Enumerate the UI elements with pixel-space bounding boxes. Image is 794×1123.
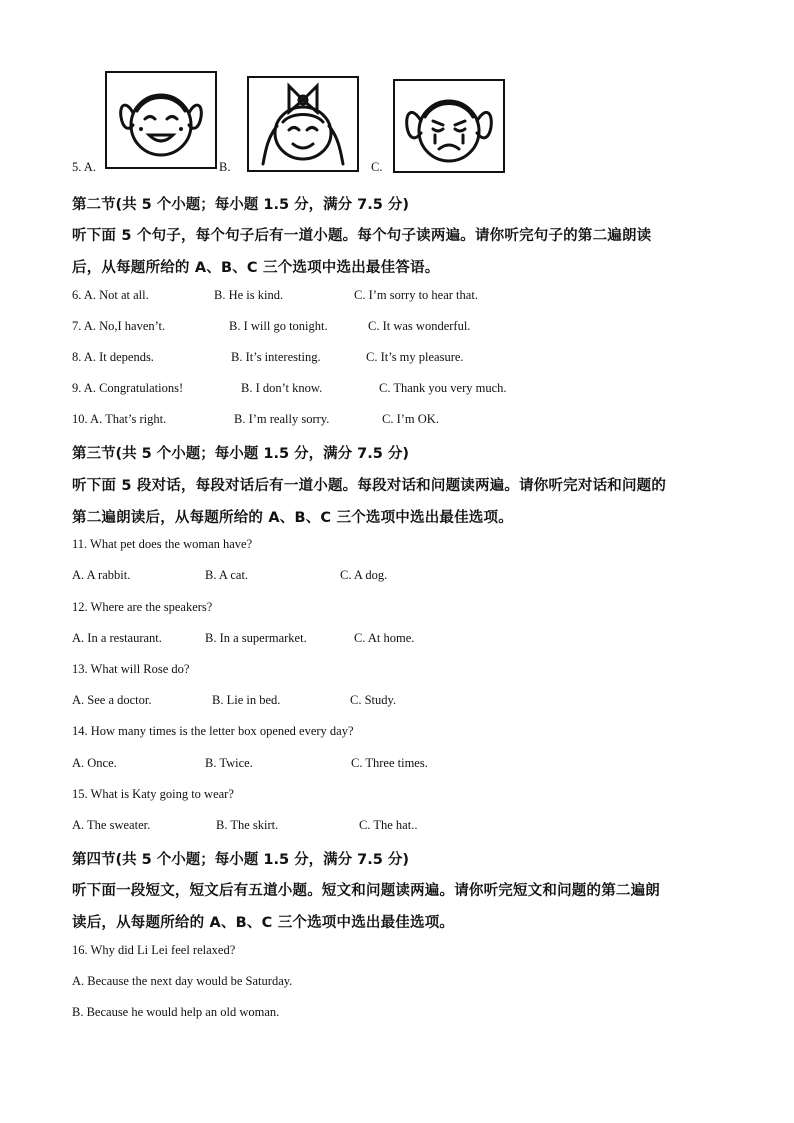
section3-instruction-line2: 第二遍朗读后，从每题所给的 A、B、C 三个选项中选出最佳选项。 bbox=[72, 510, 513, 526]
question-13-stem: 13. What will Rose do? bbox=[72, 662, 190, 676]
option-c[interactable]: C. A dog. bbox=[340, 568, 388, 582]
question-15-stem: 15. What is Katy going to wear? bbox=[72, 787, 234, 801]
option-b[interactable]: B. I don’t know. bbox=[241, 381, 323, 395]
option-a[interactable]: 6. A. Not at all. bbox=[72, 288, 149, 302]
option-a[interactable]: A. A rabbit. bbox=[72, 568, 131, 582]
question-15-options bbox=[72, 818, 417, 833]
q5-picture-a[interactable] bbox=[105, 71, 217, 169]
option-a[interactable]: 7. A. No,I haven’t. bbox=[72, 319, 166, 333]
section4-title: 第四节(共 5 个小题；每小题 1.5 分，满分 7.5 分) bbox=[72, 852, 410, 868]
option-a[interactable]: A. See a doctor. bbox=[72, 693, 152, 707]
option-b[interactable]: B. Lie in bed. bbox=[212, 693, 281, 707]
section4-instruction-line1: 听下面一段短文，短文后有五道小题。短文和问题读两遍。请你听完短文和问题的第二遍朗 bbox=[72, 883, 660, 899]
option-a[interactable]: A. The sweater. bbox=[72, 818, 151, 832]
section4-instruction-line2: 读后，从每题所给的 A、B、C 三个选项中选出最佳选项。 bbox=[72, 915, 455, 931]
section3-title: 第三节(共 5 个小题；每小题 1.5 分，满分 7.5 分) bbox=[72, 446, 410, 462]
question-12-stem: 12. Where are the speakers? bbox=[72, 600, 213, 614]
option-a[interactable]: A. Once. bbox=[72, 756, 117, 770]
option-b[interactable]: B. I will go tonight. bbox=[229, 319, 328, 333]
option-b[interactable]: B. He is kind. bbox=[214, 288, 284, 302]
smiling-girl-bow-icon bbox=[249, 78, 357, 170]
question-11-stem: 11. What pet does the woman have? bbox=[72, 537, 253, 551]
question-9 bbox=[72, 381, 507, 396]
smiling-girl-pigtails-icon bbox=[107, 73, 215, 167]
question-16-option-a[interactable]: A. Because the next day would be Saturday. bbox=[72, 974, 293, 988]
option-c[interactable]: C. I’m OK. bbox=[382, 412, 439, 426]
option-a[interactable]: 9. A. Congratulations! bbox=[72, 381, 184, 395]
question-16-option-b[interactable]: B. Because he would help an old woman. bbox=[72, 1005, 280, 1019]
q5-picture-c[interactable] bbox=[393, 79, 505, 173]
section2-instruction-line1: 听下面 5 个句子，每个句子后有一道小题。每个句子读两遍。请你听完句子的第二遍朗读 bbox=[72, 228, 652, 244]
option-b[interactable]: B. The skirt. bbox=[216, 818, 279, 832]
question-7 bbox=[72, 319, 470, 334]
section2-title: 第二节(共 5 个小题；每小题 1.5 分，满分 7.5 分) bbox=[72, 197, 410, 213]
q5-label-b: B. bbox=[219, 160, 231, 174]
question-12-options bbox=[72, 631, 414, 646]
option-b[interactable]: B. Twice. bbox=[205, 756, 253, 770]
q5-picture-b[interactable] bbox=[247, 76, 359, 172]
option-b[interactable]: B. In a supermarket. bbox=[205, 631, 307, 645]
section3-instruction-line1: 听下面 5 段对话，每段对话后有一道小题。每段对话和问题读两遍。请你听完对话和问题的 bbox=[72, 478, 667, 494]
question-14-stem: 14. How many times is the letter box opened every day? bbox=[72, 724, 354, 738]
option-c[interactable]: C. Study. bbox=[350, 693, 397, 707]
question-14-options bbox=[72, 756, 428, 771]
question-10 bbox=[72, 412, 439, 427]
q5-label-c: C. bbox=[371, 160, 383, 174]
option-c[interactable]: C. It’s my pleasure. bbox=[366, 350, 464, 364]
option-c[interactable]: C. I’m sorry to hear that. bbox=[354, 288, 478, 302]
option-b[interactable]: B. It’s interesting. bbox=[231, 350, 321, 364]
question-13-options bbox=[72, 693, 396, 708]
crying-girl-icon bbox=[395, 81, 503, 171]
question-11-options bbox=[72, 568, 387, 583]
option-c[interactable]: C. At home. bbox=[354, 631, 415, 645]
option-b[interactable]: B. A cat. bbox=[205, 568, 249, 582]
option-b[interactable]: B. I’m really sorry. bbox=[234, 412, 330, 426]
section2-instruction-line2: 后，从每题所给的 A、B、C 三个选项中选出最佳答语。 bbox=[72, 260, 440, 276]
option-c[interactable]: C. The hat.. bbox=[359, 818, 418, 832]
question-8 bbox=[72, 350, 464, 365]
question-6 bbox=[72, 288, 478, 303]
question-16-stem: 16. Why did Li Lei feel relaxed? bbox=[72, 943, 236, 957]
option-c[interactable]: C. It was wonderful. bbox=[368, 319, 471, 333]
option-c[interactable]: C. Three times. bbox=[351, 756, 428, 770]
option-a[interactable]: 8. A. It depends. bbox=[72, 350, 154, 364]
q5-label-a: 5. A. bbox=[72, 160, 96, 174]
option-a[interactable]: 10. A. That’s right. bbox=[72, 412, 167, 426]
option-c[interactable]: C. Thank you very much. bbox=[379, 381, 507, 395]
option-a[interactable]: A. In a restaurant. bbox=[72, 631, 162, 645]
